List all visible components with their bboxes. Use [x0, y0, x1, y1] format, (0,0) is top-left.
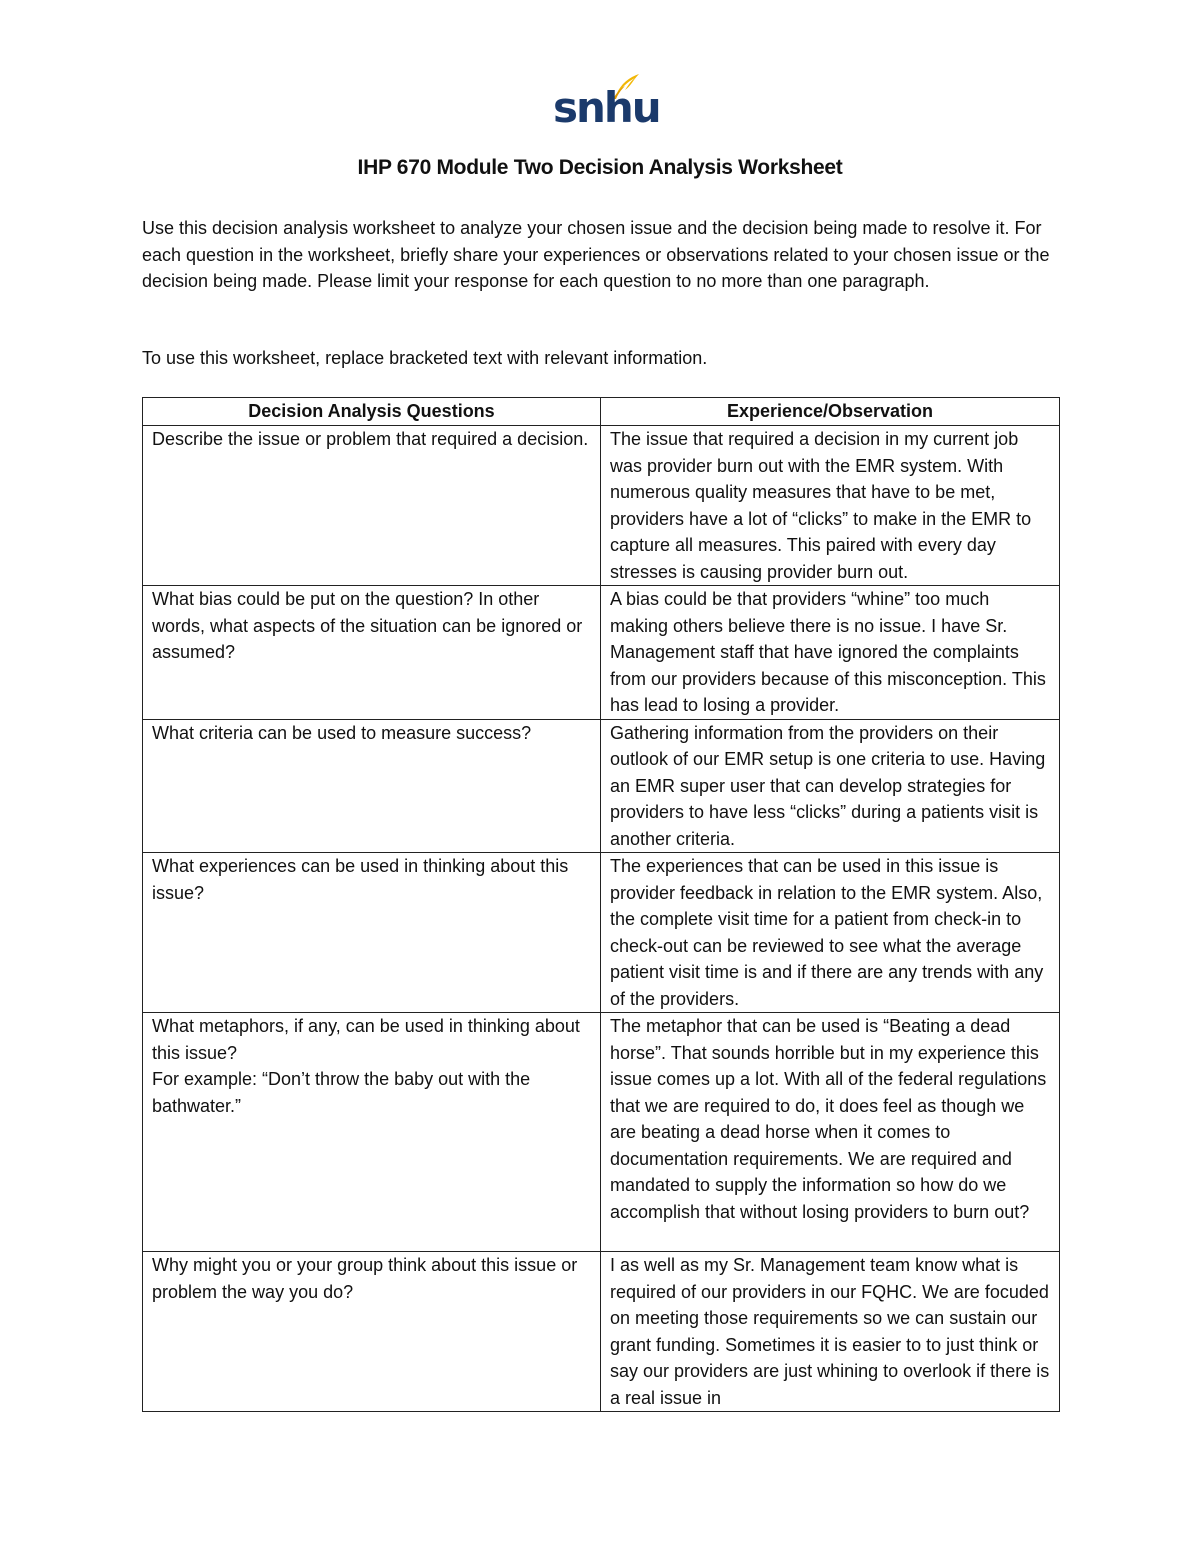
table-row	[143, 853, 1060, 1013]
table-row	[143, 1252, 1060, 1412]
snhu-logo	[553, 72, 660, 132]
question-cell: What bias could be put on the question? In other words, what aspects of the situation can be ignored or assumed?	[143, 586, 601, 720]
question-cell: Why might you or your group think about this issue or problem the way you do?	[143, 1252, 601, 1412]
table-row	[143, 719, 1060, 853]
question-cell: Describe the issue or problem that required a decision.	[143, 426, 601, 586]
table-header-row	[143, 398, 1060, 426]
decision-analysis-table	[142, 397, 1060, 1412]
table-row	[143, 586, 1060, 720]
answer-cell[interactable]: I as well as my Sr. Management team know what is required of our providers in our FQHC. We are focuded on meeting those requirements so we can sustain our grant funding. Sometimes it is easier to to just think or say our providers are just whining to overlook if there is a real issue in	[601, 1252, 1060, 1412]
answer-cell[interactable]: The experiences that can be used in this issue is provider feedback in relation to the EMR system. Also, the complete visit time for a patient from check-in to check-out can be reviewed to see what the average patient visit time is and if there are any trends with any of the providers.	[601, 853, 1060, 1013]
table-row	[143, 426, 1060, 586]
header-questions: Decision Analysis Questions	[143, 398, 601, 426]
logo-wordmark: snhu	[553, 83, 660, 132]
answer-cell[interactable]: A bias could be that providers “whine” too much making others believe there is no issue. I have Sr. Management staff that have ignored the complaints from our providers because of this misconception. This has lead to losing a provider.	[601, 586, 1060, 720]
answer-cell[interactable]: The metaphor that can be used is “Beating a dead horse”. That sounds horrible but in my experience this issue comes up a lot. With all of the federal regulations that we are required to do, it does feel as though we are beating a dead horse when it comes to documentation requirements. We are required and mandated to supply the information so how do we accomplish that without losing providers to burn out?	[601, 1013, 1060, 1252]
question-cell: What criteria can be used to measure success?	[143, 719, 601, 853]
question-text: What metaphors, if any, can be used in thinking about this issue?	[152, 1016, 580, 1063]
question-cell	[143, 1013, 601, 1252]
answer-cell[interactable]: Gathering information from the providers on their outlook of our EMR setup is one criteria to use. Having an EMR super user that can develop strategies for providers to have less “clicks” during a patients visit is another criteria.	[601, 719, 1060, 853]
answer-cell[interactable]: The issue that required a decision in my current job was provider burn out with the EMR system. With numerous quality measures that have to be met, providers have a lot of “clicks” to make in the EMR to capture all measures. This paired with every day stresses is causing provider burn out.	[601, 426, 1060, 586]
page-title: IHP 670 Module Two Decision Analysis Worksheet	[357, 156, 843, 179]
table-row	[143, 1013, 1060, 1252]
instruction-paragraph: To use this worksheet, replace bracketed text with relevant information.	[142, 348, 708, 368]
question-cell: What experiences can be used in thinking about this issue?	[143, 853, 601, 1013]
header-experience: Experience/Observation	[601, 398, 1060, 426]
question-example: For example: “Don’t throw the baby out with the bathwater.”	[152, 1069, 531, 1116]
intro-paragraph: Use this decision analysis worksheet to analyze your chosen issue and the decision being made to resolve it. For each question in the worksheet, briefly share your experiences or observations related to your chosen issue or the decision being made. Please limit your response for each question to no more than one paragraph.	[142, 218, 1050, 291]
